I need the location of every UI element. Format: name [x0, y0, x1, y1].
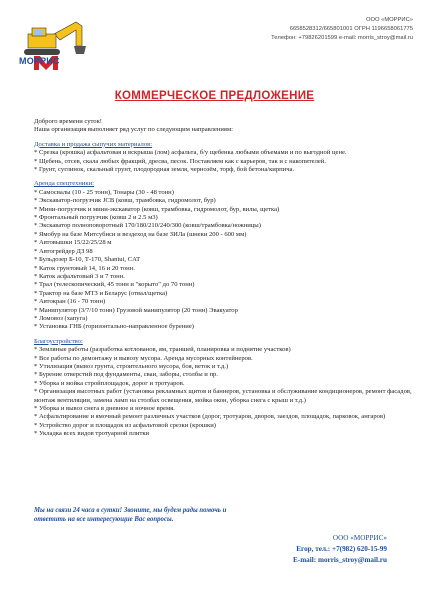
signature-phone: Егор, тел.: +7(982) 620-15-99: [296, 545, 387, 553]
list-item: * Каток асфальтовый 3 и 7 тонн.: [34, 272, 125, 280]
list-item: * Автокран (16 - 70 тонн): [34, 298, 106, 306]
closing-message: Мы на связи 24 часа в сутки! Звоните, мы будем рады помочь и ответить на все интересующие Вас вопросы.: [34, 507, 227, 523]
list-item: * Каток грунтовый 14, 16 и 20 тонн.: [34, 264, 135, 272]
company-name: ООО «МОРРИС»: [365, 17, 413, 23]
list-item: * Установка ГНБ (горизонтально-направленное бурение): [34, 323, 194, 331]
list-item: * Уборка и мойка стройплощадок, дорог и тротуаров.: [34, 379, 185, 387]
list-item: * Автогрейдер ДЗ 98: [34, 247, 93, 255]
list-item: * Все работы по демонтажу и вывозу мусора. Аренда мусорных контейнеров.: [34, 354, 253, 362]
logo-wordmark: МОРРИС: [19, 56, 60, 66]
list-item: * Срезка (крошка) асфальтовая и вскрыша (лом) асфальта, б/у щебенка любыми объемами и по выгодной цене.: [34, 149, 347, 157]
list-item: * Утилизация (вывоз грунта, строительного мусора, боя, веток и т.д.): [34, 362, 229, 370]
offer-body: [34, 118, 414, 439]
list-item: * Экскаватор полноповоротный 170/180/210/240/300 (ковш/трамбовка/ножницы): [34, 222, 261, 230]
section-title-materials: Доставка и продажа сыпучих материалов:: [34, 140, 153, 148]
company-details: [271, 16, 413, 43]
list-item: * Мини-погрузчик и мини-экскаватор (ковш, трамбовка, гидромолот, бур, вилы, щетка): [34, 205, 280, 213]
list-item: * Асфальтирование и ямочный ремонт различных участков (дорог, тротуаров, дворов, заездов, площадок, парковок, ангаров): [34, 413, 386, 421]
list-item: * Укладка всех видов тротуарной плитки: [34, 430, 150, 438]
list-item: * Бульдозер Б-10, Т-170, Shantui, CAT: [34, 256, 141, 264]
list-item: * Грунт, суглинок, скальный грунт, плодородная земля, чернозём, торф, бой бетона/кирпича.: [34, 166, 295, 174]
company-registration: 6658528312/665801001 ОГРН 1196658061775: [289, 26, 413, 32]
section-title-landscaping: Благоустройство:: [34, 337, 83, 345]
signature-email: E-mail: morris_stroy@mail.ru: [293, 556, 387, 564]
list-item: * Щебень, отсев, скала любых фракций, дресва, песок. Поставляем как с карьеров, так и с накопителей.: [34, 157, 326, 165]
section-title-equipment: Аренда спецтехники:: [34, 180, 94, 188]
company-logo: [16, 16, 88, 78]
list-item: * Земляные работы (разработка котлованов, ям, траншей, планировка и поднятие участков): [34, 346, 291, 354]
intro-text: Наша организация выполняет ряд услуг по следующим направлениям:: [34, 126, 233, 134]
greeting: Доброго времени суток!: [34, 118, 102, 125]
excavator-icon: [16, 16, 88, 78]
signature-company: ООО «МОРРИС»: [332, 534, 387, 542]
list-item: * Бурение отверстий под фундаменты, сваи, заборы, столбы и пр.: [34, 371, 218, 379]
list-item: * Трал (телескопический, 45 тонн и "корыто" до 70 тонн): [34, 281, 195, 289]
list-item: * Трактор на базе МТЗ и Беларус (отвал/щетка): [34, 289, 168, 297]
signature-block: [293, 533, 387, 566]
list-item: * Самосвалы (10 - 25 тонн), Тонары (30 - 48 тонн): [34, 188, 174, 196]
document-title: КОММЕРЧЕСКОЕ ПРЕДЛОЖЕНИЕ: [114, 90, 315, 102]
list-item: * Ломовоз (хапуга): [34, 314, 88, 322]
list-item: * Фронтальный погрузчик (ковш 2 и 2.5 м3): [34, 214, 158, 222]
list-item: * Уборка и вывоз снега в дневное и ночное время.: [34, 405, 175, 412]
list-item: * Экскаватор-погрузчик JCB (ковш, трамбовка, гидромолот, бур): [34, 197, 216, 205]
list-item: * Ямобур на базе Митсубиси и вездеход на базе ЗИЛа (шнеки 200 - 600 мм): [34, 230, 247, 238]
company-contacts: Телефон: +79826201599 e-mail: morris_stroy@mail.ru: [271, 35, 413, 41]
list-item: * Организация высотных работ (установка рекламных щитов и баннеров, установка и обслуживание кондиционеров, ремонт фасадов, монтаж вентиляции, замена ламп на столбах освещения, мойка окон, уборка снега с крыш и т.д.): [34, 388, 412, 404]
list-item: * Манипулятор (3/7/10 тонн) Грузовой манипулятор (20 тонн) Эвакуатор: [34, 306, 238, 314]
list-item: * Автовышки 15/22/25/28 м: [34, 239, 112, 247]
list-item: * Устройство дорог и площадок из асфальтовой срезки (крошки): [34, 421, 216, 429]
